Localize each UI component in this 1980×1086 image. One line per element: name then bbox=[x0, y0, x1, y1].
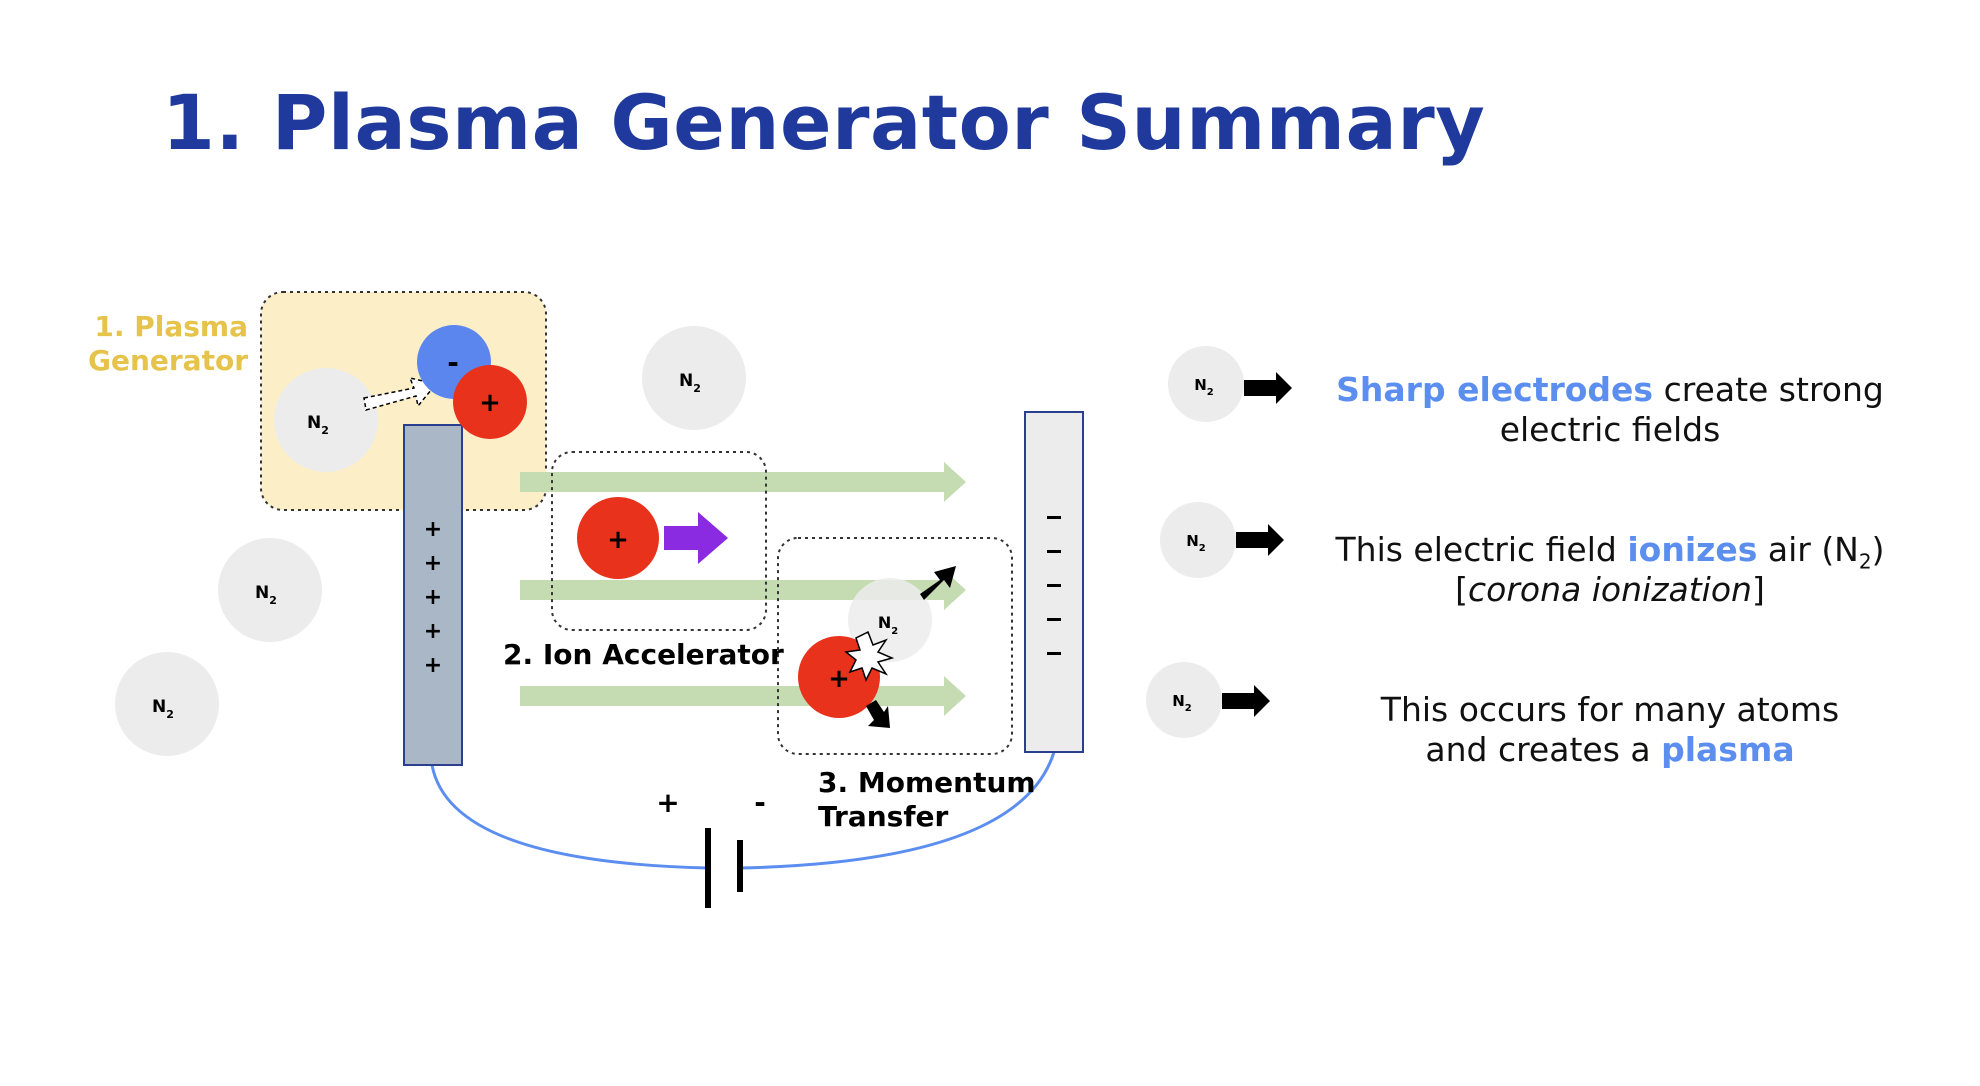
svg-text:N2: $N_2$ bbox=[1194, 376, 1214, 398]
legend-arrow-3 bbox=[1222, 685, 1270, 717]
legend-text-2-close: ) bbox=[1871, 530, 1885, 569]
svg-text:N2: $N_2$ bbox=[152, 697, 174, 721]
field-arrow-3 bbox=[520, 676, 966, 716]
legend-arrow-1 bbox=[1244, 372, 1292, 404]
positive-electrode-signs bbox=[424, 517, 442, 678]
electrode-minus-4 bbox=[1047, 618, 1061, 621]
legend-text-3-prefix: and creates a bbox=[1425, 730, 1662, 769]
acceleration-arrow bbox=[664, 512, 728, 564]
legend-text-2-open: [ bbox=[1455, 570, 1469, 609]
svg-text:N2: $N_2$ bbox=[877, 613, 899, 637]
n2-molecule-left-mid bbox=[218, 538, 322, 642]
svg-text:N2: $N_2$ bbox=[1186, 532, 1206, 554]
label-momentum-line1: 3. Momentum bbox=[818, 766, 1036, 799]
field-arrow-1 bbox=[520, 462, 966, 502]
label-accelerator: 2. Ion Accelerator bbox=[503, 638, 784, 671]
legend-molecule-2 bbox=[1160, 502, 1236, 578]
electrode-plus-4: + bbox=[423, 619, 443, 644]
electrode-minus-2 bbox=[1047, 550, 1061, 553]
svg-text:N2: $N_2$ bbox=[307, 413, 329, 437]
label-generator-line2: Generator bbox=[87, 344, 248, 377]
legend-text-2-sub: 2 bbox=[1858, 549, 1872, 574]
legend-highlight-2: ionizes bbox=[1627, 530, 1758, 569]
electrode-plus-1: + bbox=[423, 517, 443, 542]
electrode-plus-5: + bbox=[423, 653, 443, 678]
svg-text:-: - bbox=[447, 346, 459, 379]
legend-highlight-1: Sharp electrodes bbox=[1336, 370, 1654, 409]
legend-molecule-1 bbox=[1168, 346, 1244, 422]
legend-text-2-line2 bbox=[1300, 570, 1920, 610]
legend-text-1-line2 bbox=[1300, 410, 1920, 450]
positive-ion-accelerated bbox=[577, 497, 659, 579]
legend-text-2-suffix: air (N bbox=[1757, 530, 1859, 569]
legend-icons bbox=[1146, 346, 1292, 738]
legend-text-2-prefix: This electric field bbox=[1335, 530, 1628, 569]
legend-text-3-line1 bbox=[1300, 690, 1920, 730]
negative-electrode bbox=[1025, 412, 1083, 752]
electrode-plus-3: + bbox=[423, 585, 443, 610]
label-generator-line1: 1. Plasma bbox=[94, 310, 248, 343]
n2-molecule-generator bbox=[274, 368, 378, 472]
svg-text:N2: $N_2$ bbox=[255, 583, 277, 607]
label-momentum-line2: Transfer bbox=[818, 800, 949, 833]
legend-text-1-second: electric fields bbox=[1499, 410, 1721, 449]
legend-text-3-line2 bbox=[1300, 730, 1920, 770]
svg-text:N2: $N_2$ bbox=[679, 371, 701, 395]
svg-text:+: + bbox=[828, 664, 850, 694]
page-title: 1. Plasma Generator Summary bbox=[162, 78, 1486, 167]
electrode-minus-5 bbox=[1047, 652, 1061, 655]
positive-ion-generator bbox=[453, 365, 527, 439]
legend-text-3-first: This occurs for many atoms bbox=[1380, 690, 1840, 729]
legend-text-2-close-bracket: ] bbox=[1751, 570, 1765, 609]
legend-text-1-rest: create strong bbox=[1653, 370, 1884, 409]
legend-text-2-italic: corona ionization bbox=[1468, 570, 1752, 609]
battery-positive-label: + bbox=[656, 786, 680, 819]
svg-text:N2: $N_2$ bbox=[1172, 692, 1192, 714]
battery-negative-label: - bbox=[754, 786, 766, 819]
svg-text:+: + bbox=[607, 525, 629, 555]
legend-highlight-3: plasma bbox=[1661, 730, 1795, 769]
legend-molecule-3 bbox=[1146, 662, 1222, 738]
n2-molecule-top bbox=[642, 326, 746, 430]
legend-arrow-2 bbox=[1236, 524, 1284, 556]
svg-text:+: + bbox=[479, 388, 501, 418]
legend-text-1-line1 bbox=[1300, 370, 1920, 410]
electrode-plus-2: + bbox=[423, 551, 443, 576]
electrode-minus-3 bbox=[1047, 584, 1061, 587]
electrode-minus-1 bbox=[1047, 516, 1061, 519]
n2-molecule-left-low bbox=[115, 652, 219, 756]
